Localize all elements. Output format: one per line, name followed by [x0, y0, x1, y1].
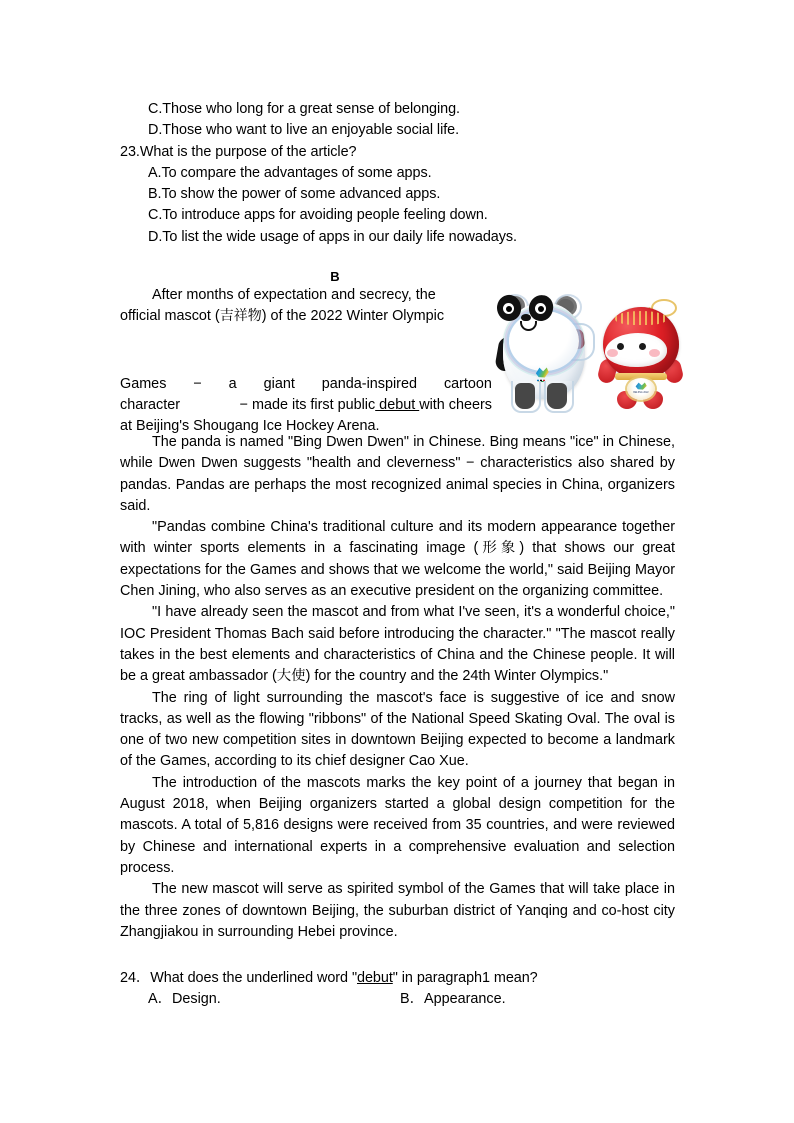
intro-line-3-c: a — [228, 375, 237, 392]
intro-paragraph — [120, 285, 675, 437]
question-23-stem: 23.What is the purpose of the article? — [120, 143, 357, 160]
question-24-option-b: B．Appearance. — [400, 991, 506, 1008]
section-heading-b: B — [330, 269, 340, 285]
intro-line-4 — [120, 395, 492, 416]
question-24-underlined-word: debut — [357, 970, 393, 986]
intro-line-3-e: panda-inspired — [321, 375, 417, 392]
intro-line-4-c: with cheers — [419, 396, 492, 413]
passage-paragraph-2: "Pandas combine China's traditional culture and its modern appearance together with winter sports elements in a fascinating image (形象) that shows our great expectations for the Games and shows that we welcome the world," said Beijing Mayor Chen Jining, who also serves as an executive president on the organizing committee. — [120, 519, 675, 600]
question-23-option-d: D.To list the wide usage of apps in our daily life nowadays. — [148, 228, 517, 245]
intro-line-3 — [120, 374, 492, 395]
paralympic-emblem-label: BEIJING 2022 — [633, 391, 649, 394]
intro-line-3-d: giant — [263, 375, 295, 392]
intro-line-3-f: cartoon — [443, 375, 492, 392]
question-23-option-b: B.To show the power of some advanced apps. — [148, 186, 441, 203]
option-d-prev: D.Those who want to live an enjoyable social life. — [148, 122, 460, 139]
debut-underlined-word: debut — [375, 396, 420, 413]
question-24-stem-a: 24．What does the underlined word " — [120, 970, 357, 986]
question-24-options — [120, 989, 675, 1010]
passage-body — [120, 432, 675, 943]
intro-line-3-b: − — [193, 375, 202, 392]
passage-paragraph-3: "I have already seen the mascot and from what I've seen, it's a wonderful choice," IOC President Thomas Bach said before introducing the character." "The mascot really takes in the best elements and characteristics of China and the Chinese people. It will be a great ambassador (大使) for the country and the 24th Winter Olympics." — [120, 604, 675, 685]
image-wrap-gap — [120, 328, 675, 374]
mascot-chinese-gloss: 吉祥物 — [219, 308, 262, 325]
option-c-prev: C.Those who long for a great sense of belonging. — [148, 101, 460, 117]
question-24-option-a: A．Design. — [148, 991, 221, 1008]
passage-paragraph-5: The introduction of the mascots marks the key point of a journey that began in August 2018, when Beijing organizers started a global design competition for the mascots. A total of 5,816 designs were received from 35 countries, and were reviewed by Chinese and international experts in a comprehensive evaluation and selection process. — [120, 774, 675, 876]
passage-paragraph-6: The new mascot will serve as spirited symbol of the Games that will take place in the three zones of downtown Beijing, the suburban district of Yanqing and co-host city Zhangjiakou in surrounding Hebei province. — [120, 881, 675, 940]
intro-line-4-a: character — [120, 396, 180, 413]
passage-paragraph-1: The panda is named "Bing Dwen Dwen" in Chinese. Bing means "ice" in Chinese, while Dwen Dwen suggests "health and cleverness" − characteristics also shared by pandas. Pandas are perhaps the most recognized animal species in China, organizers said. — [120, 434, 675, 514]
question-24-stem — [120, 968, 675, 989]
previous-question-block — [120, 99, 675, 287]
question-23-option-c: C.To introduce apps for avoiding people feeling down. — [148, 207, 488, 224]
intro-line-3-a: Games — [120, 375, 167, 392]
intro-line-4-rest — [240, 395, 492, 416]
intro-line-5: at Beijing's Shougang Ice Hockey Arena. — [120, 418, 380, 435]
intro-line-2-part-a: official mascot ( — [120, 308, 220, 325]
passage-paragraph-4: The ring of light surrounding the mascot's face is suggestive of ice and snow tracks, as well as the flowing "ribbons" of the National Speed Skating Oval. The oval is one of two new competition sites in downtown Beijing expected to become a landmark of the Games, according to its chief designer Cao Xue. — [120, 689, 675, 770]
intro-line-1: After months of expectation and secrecy, the — [152, 287, 436, 303]
question-24-stem-b: " in paragraph1 mean? — [392, 970, 538, 986]
intro-line-4-b: − made its first public — [239, 396, 376, 413]
question-23-option-a: A.To compare the advantages of some apps. — [148, 164, 432, 181]
intro-line-2 — [120, 306, 675, 327]
question-24-block — [120, 968, 675, 1011]
intro-line-2-part-b: ) of the 2022 Winter Olympic — [261, 308, 445, 325]
